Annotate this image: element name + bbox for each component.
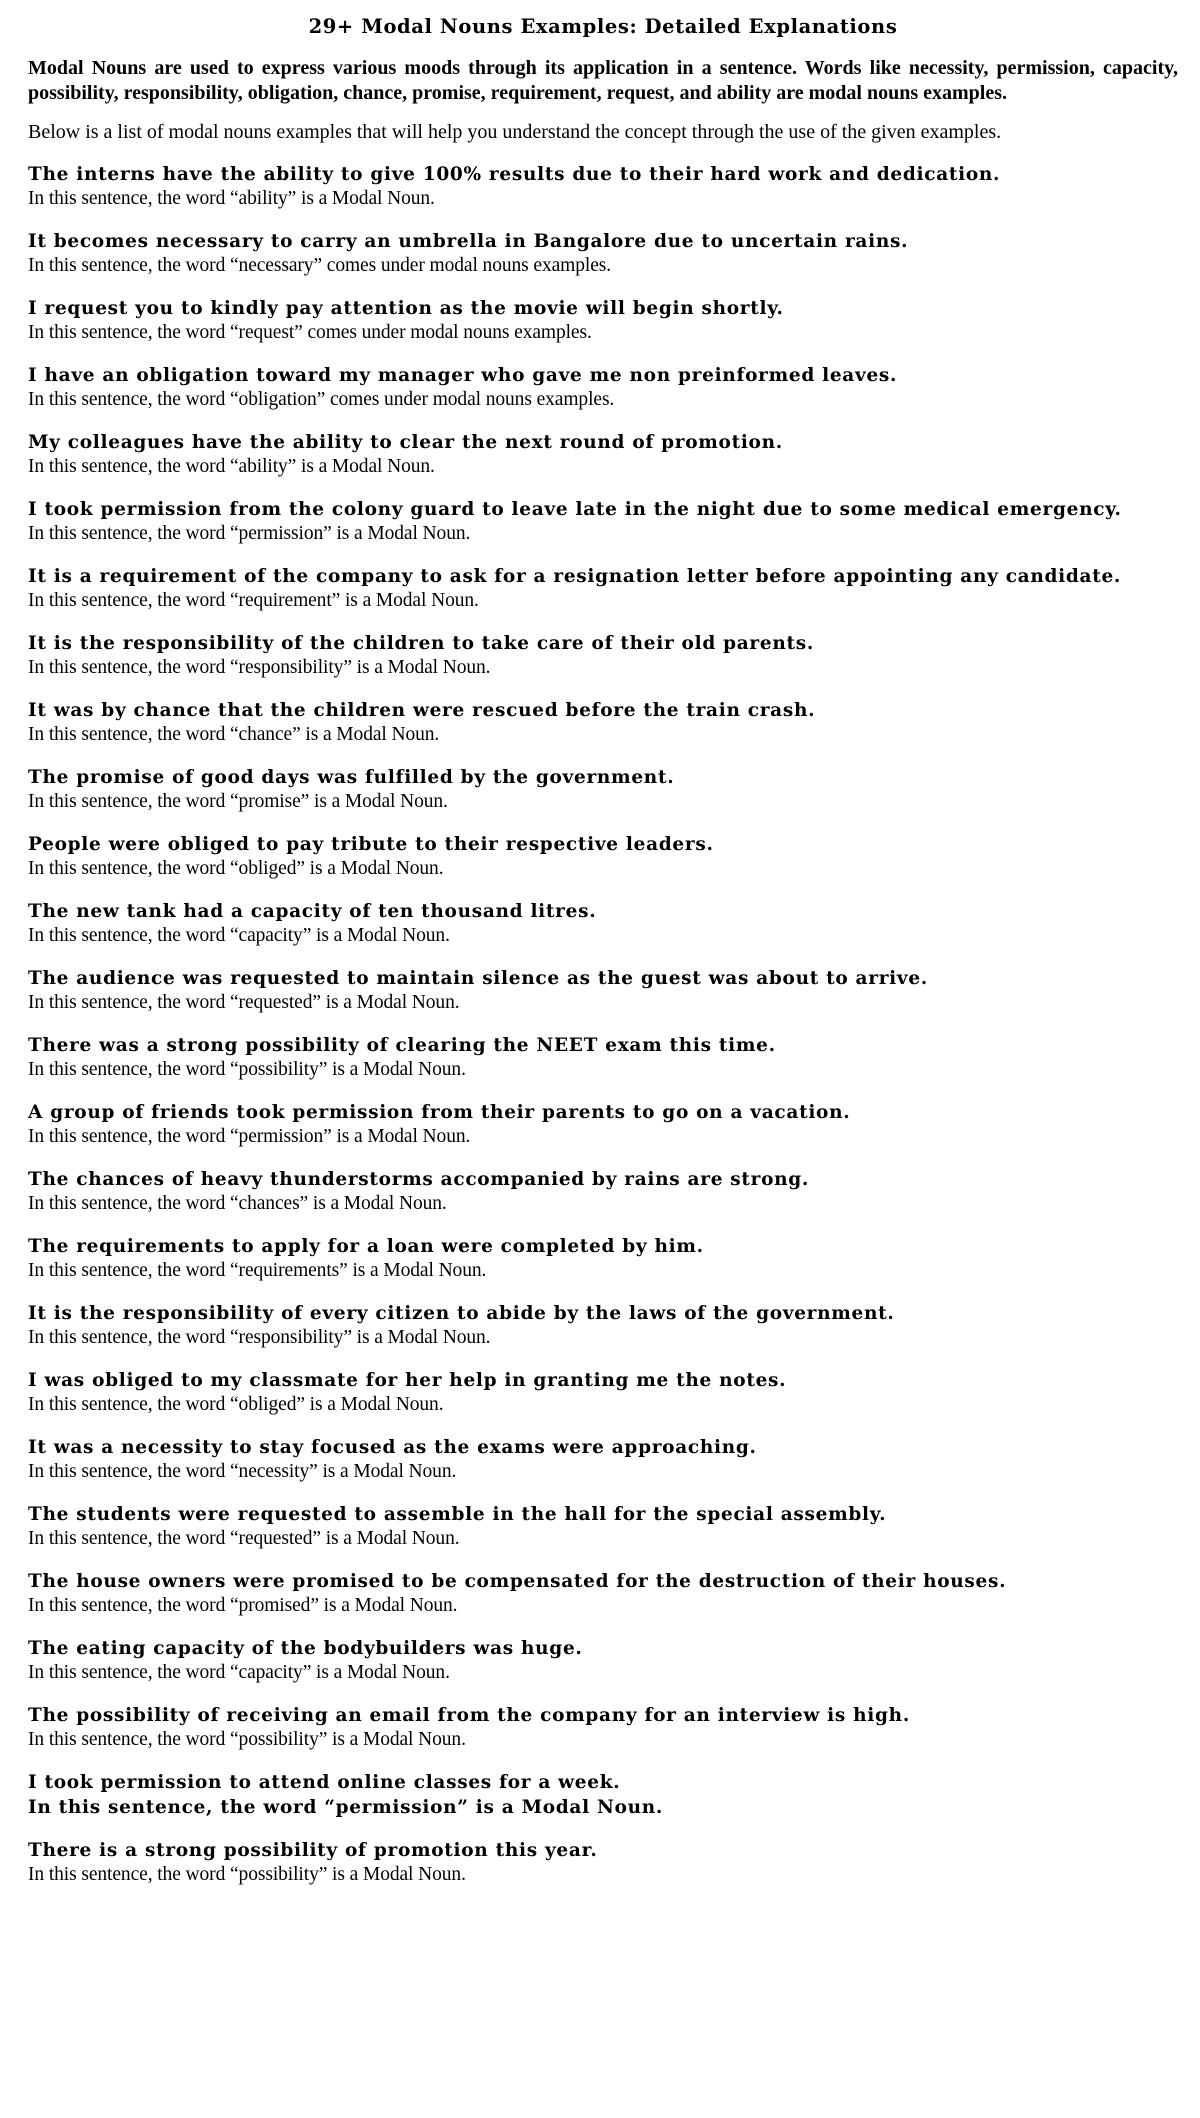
example-item	[28, 966, 1178, 1015]
example-explanation: In this sentence, the word “possibility” is a Modal Noun.	[28, 1864, 466, 1885]
example-explanation: In this sentence, the word “capacity” is a Modal Noun.	[28, 925, 450, 946]
example-sentence: I took permission to attend online classes for a week.	[28, 1772, 621, 1793]
example-explanation: In this sentence, the word “promise” is a Modal Noun.	[28, 791, 448, 812]
example-sentence: I took permission from the colony guard to leave late in the night due to some medical emergency.	[28, 499, 1122, 520]
example-explanation: In this sentence, the word “possibility” is a Modal Noun.	[28, 1059, 466, 1080]
example-sentence: A group of friends took permission from their parents to go on a vacation.	[28, 1102, 851, 1123]
example-explanation: In this sentence, the word “permission” is a Modal Noun.	[28, 523, 471, 544]
example-explanation: In this sentence, the word “obliged” is a Modal Noun.	[28, 858, 444, 879]
example-explanation: In this sentence, the word “necessity” is a Modal Noun.	[28, 1461, 457, 1482]
example-item	[28, 430, 1178, 479]
example-item	[28, 899, 1178, 948]
example-explanation: In this sentence, the word “request” comes under modal nouns examples.	[28, 322, 592, 343]
example-explanation: In this sentence, the word “promised” is a Modal Noun.	[28, 1595, 458, 1616]
example-explanation: In this sentence, the word “chance” is a Modal Noun.	[28, 724, 440, 745]
example-sentence: The chances of heavy thunderstorms accompanied by rains are strong.	[28, 1169, 810, 1190]
example-sentence: It is the responsibility of the children to take care of their old parents.	[28, 633, 814, 654]
example-sentence: There was a strong possibility of clearing the NEET exam this time.	[28, 1035, 776, 1056]
example-item	[28, 631, 1178, 680]
example-item	[28, 1368, 1178, 1417]
page-title: 29+ Modal Nouns Examples: Detailed Explanations	[308, 15, 898, 38]
intro-paragraph: Modal Nouns are used to express various moods through its application in a sentence. Words like necessity, permission, capacity, possibility, responsibility, obligation, chance, promise, requirement, request, and ability are modal nouns examples.	[28, 57, 1178, 104]
example-explanation: In this sentence, the word “obligation” comes under modal nouns examples.	[28, 389, 615, 410]
example-sentence: There is a strong possibility of promotion this year.	[28, 1840, 598, 1861]
example-explanation: In this sentence, the word “requirement” is a Modal Noun.	[28, 590, 479, 611]
example-item	[28, 1502, 1178, 1551]
example-item	[28, 296, 1178, 345]
example-item	[28, 229, 1178, 278]
example-sentence: The students were requested to assemble in the hall for the special assembly.	[28, 1504, 887, 1525]
example-item	[28, 1033, 1178, 1082]
example-sentence: My colleagues have the ability to clear the next round of promotion.	[28, 432, 783, 453]
example-explanation: In this sentence, the word “permission” is a Modal Noun.	[28, 1126, 471, 1147]
example-sentence: People were obliged to pay tribute to their respective leaders.	[28, 834, 714, 855]
examples-list	[28, 162, 1178, 1887]
example-explanation: In this sentence, the word “chances” is a Modal Noun.	[28, 1193, 447, 1214]
example-explanation: In this sentence, the word “requested” is a Modal Noun.	[28, 992, 460, 1013]
example-explanation: In this sentence, the word “responsibility” is a Modal Noun.	[28, 1327, 491, 1348]
example-item	[28, 363, 1178, 412]
example-explanation: In this sentence, the word “possibility” is a Modal Noun.	[28, 1729, 466, 1750]
example-sentence: The eating capacity of the bodybuilders was huge.	[28, 1638, 583, 1659]
example-item	[28, 497, 1178, 546]
example-item	[28, 1234, 1178, 1283]
example-item	[28, 1569, 1178, 1618]
example-item	[28, 1838, 1178, 1887]
example-item	[28, 1703, 1178, 1752]
example-item	[28, 698, 1178, 747]
example-sentence: The new tank had a capacity of ten thousand litres.	[28, 901, 597, 922]
example-explanation: In this sentence, the word “requirements” is a Modal Noun.	[28, 1260, 487, 1281]
example-sentence: The possibility of receiving an email from the company for an interview is high.	[28, 1705, 910, 1726]
example-item	[28, 1770, 1178, 1820]
example-item	[28, 162, 1178, 211]
example-item	[28, 564, 1178, 613]
example-item	[28, 1435, 1178, 1484]
example-sentence: I was obliged to my classmate for her help in granting me the notes.	[28, 1370, 787, 1391]
example-explanation: In this sentence, the word “responsibility” is a Modal Noun.	[28, 657, 491, 678]
example-item	[28, 765, 1178, 814]
example-sentence: It becomes necessary to carry an umbrella in Bangalore due to uncertain rains.	[28, 231, 909, 252]
example-sentence: It is a requirement of the company to ask for a resignation letter before appointing any candidate.	[28, 566, 1122, 587]
example-sentence: It was by chance that the children were rescued before the train crash.	[28, 700, 816, 721]
example-sentence: The promise of good days was fulfilled by the government.	[28, 767, 675, 788]
example-item	[28, 1167, 1178, 1216]
example-explanation: In this sentence, the word “necessary” comes under modal nouns examples.	[28, 255, 612, 276]
example-item	[28, 1636, 1178, 1685]
example-explanation: In this sentence, the word “capacity” is a Modal Noun.	[28, 1662, 450, 1683]
example-item	[28, 1100, 1178, 1149]
example-explanation: In this sentence, the word “ability” is a Modal Noun.	[28, 188, 435, 209]
example-explanation: In this sentence, the word “permission” is a Modal Noun.	[28, 1797, 664, 1818]
example-item	[28, 1301, 1178, 1350]
example-explanation: In this sentence, the word “ability” is a Modal Noun.	[28, 456, 435, 477]
example-sentence: The audience was requested to maintain silence as the guest was about to arrive.	[28, 968, 928, 989]
example-sentence: It is the responsibility of every citizen to abide by the laws of the government.	[28, 1303, 895, 1324]
example-sentence: It was a necessity to stay focused as the exams were approaching.	[28, 1437, 757, 1458]
example-sentence: The requirements to apply for a loan were completed by him.	[28, 1236, 704, 1257]
example-sentence: The interns have the ability to give 100% results due to their hard work and dedication.	[28, 164, 1001, 185]
document-page	[28, 14, 1178, 1905]
example-item	[28, 832, 1178, 881]
example-sentence: The house owners were promised to be compensated for the destruction of their houses.	[28, 1571, 1007, 1592]
lead-paragraph: Below is a list of modal nouns examples that will help you understand the concept through the use of the given examples.	[28, 121, 1002, 143]
example-explanation: In this sentence, the word “requested” is a Modal Noun.	[28, 1528, 460, 1549]
example-sentence: I have an obligation toward my manager who gave me non preinformed leaves.	[28, 365, 898, 386]
example-explanation: In this sentence, the word “obliged” is a Modal Noun.	[28, 1394, 444, 1415]
example-sentence: I request you to kindly pay attention as the movie will begin shortly.	[28, 298, 784, 319]
